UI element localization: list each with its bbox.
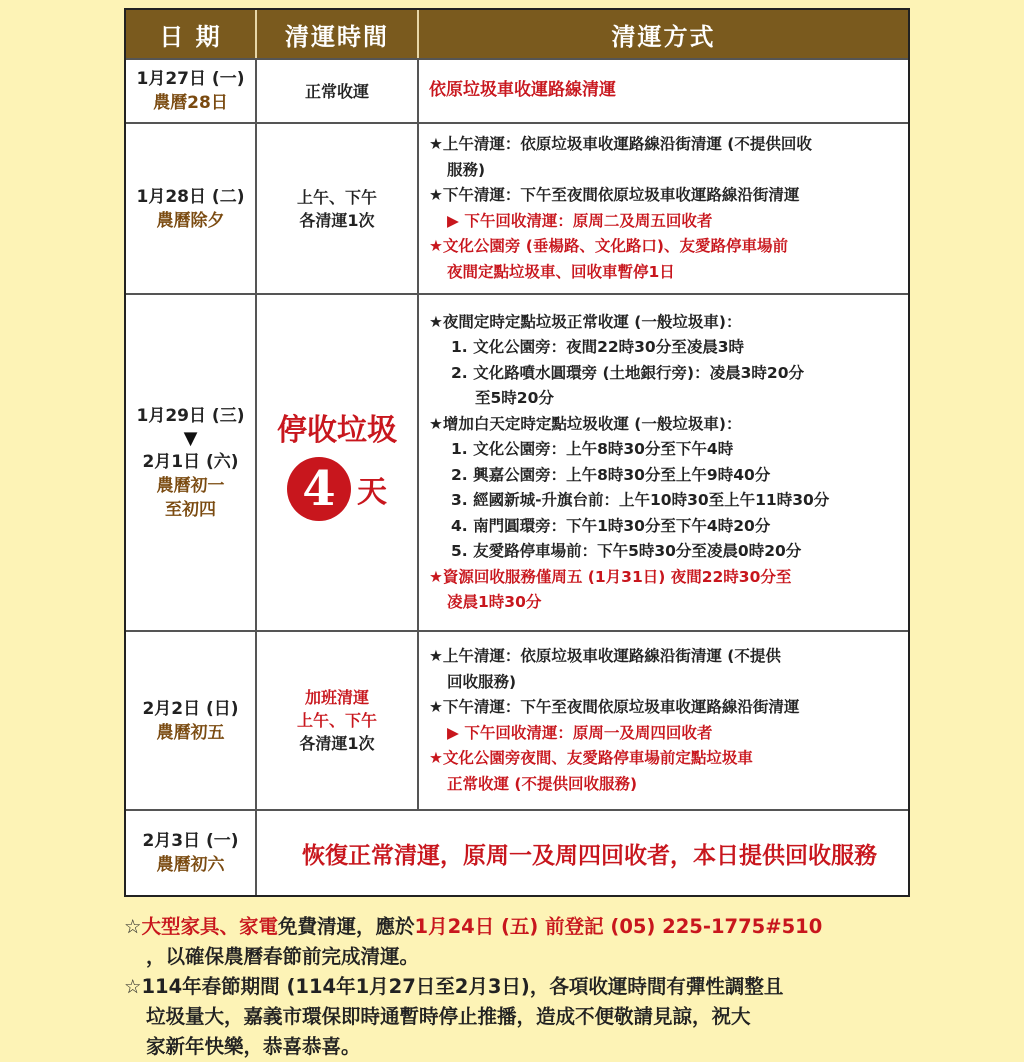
table-row xyxy=(126,811,908,895)
note-text: 垃圾量大，嘉義市環保即時通暫時停止推播，造成不便敬請見諒，祝大 xyxy=(146,1005,751,1028)
note-highlight: 大型家具、家電 xyxy=(141,915,278,938)
table-row xyxy=(126,632,908,811)
method-text: 依原垃圾車收運路線清運 xyxy=(429,80,616,101)
star-icon: ☆ xyxy=(124,915,142,938)
method-line: ★文化公園旁 (垂楊路、文化路口)、友愛路停車場前 xyxy=(429,237,788,255)
time-cell xyxy=(257,632,419,809)
date-cell xyxy=(126,295,257,630)
method-line: ★下午清運：下午至夜間依原垃圾車收運路線沿街清運 xyxy=(429,698,800,716)
table-header xyxy=(126,10,908,60)
method-line: 夜間定點垃圾車、回收車暫停1日 xyxy=(447,262,675,281)
note-2-cont xyxy=(124,1002,1004,1032)
note-text: 免費清運，應於 xyxy=(278,915,415,938)
method-line: ▶ 下午回收清運：原周一及周四回收者 xyxy=(447,723,713,742)
time-text: 正常收運 xyxy=(304,81,369,101)
lunar-date: 農曆28日 xyxy=(153,93,228,113)
note-1 xyxy=(124,912,1004,942)
days-number: 4 xyxy=(287,457,351,521)
method-line: 凌晨1時30分 xyxy=(447,593,542,611)
method-line: ★夜間定時定點垃圾正常收運 (一般垃圾車)： xyxy=(429,312,742,331)
method-line: 1. 文化公園旁：上午8時30分至下午4時 xyxy=(451,440,734,458)
header-method: 清運方式 xyxy=(611,22,716,51)
date: 2月3日 (一) xyxy=(142,831,239,851)
lunar-date: 農曆初一 xyxy=(156,475,225,496)
stop-collection-text: 停收垃圾 xyxy=(277,412,397,448)
date: 1月27日 (一) xyxy=(136,69,245,89)
date: 1月28日 (二) xyxy=(136,186,245,207)
note-2-cont xyxy=(124,1032,1004,1062)
table-row xyxy=(126,295,908,632)
note-text: ，以確保農曆春節前完成清運。 xyxy=(146,945,420,968)
four-days-badge xyxy=(287,457,387,521)
method-line: 正常收運 (不提供回收服務) xyxy=(447,774,638,793)
method-line: 至5時20分 xyxy=(475,389,554,407)
method-line: ▶ 下午回收清運：原周二及周五回收者 xyxy=(447,211,713,230)
method-line: 回收服務) xyxy=(447,672,517,691)
time-text: 加班清運 xyxy=(304,688,369,707)
days-label: 天 xyxy=(357,474,387,510)
note-1-cont xyxy=(124,942,1004,972)
time-cell xyxy=(257,124,419,293)
method-line: ★上午清運：依原垃圾車收運路線沿街清運 (不提供回收 xyxy=(429,135,812,153)
time-text: 上午、下午 xyxy=(296,711,377,730)
method-line: ★上午清運：依原垃圾車收運路線沿街清運 (不提供 xyxy=(429,647,781,665)
note-text: 家新年快樂，恭喜恭喜。 xyxy=(146,1035,361,1058)
method-line: ★資源回收服務僅周五 (1月31日) 夜間22時30分至 xyxy=(429,567,792,586)
date-cell xyxy=(126,632,257,809)
arrow-down-icon: ▼ xyxy=(183,427,198,449)
method-line: ★下午清運：下午至夜間依原垃圾車收運路線沿街清運 xyxy=(429,186,800,204)
time-cell xyxy=(257,60,419,122)
date: 2月2日 (日) xyxy=(142,698,239,719)
date-cell xyxy=(126,124,257,293)
method-line: 3. 經國新城-升旗台前：上午10時30至上午11時30分 xyxy=(451,491,830,509)
method-line: 2. 興嘉公園旁：上午8時30分至上午9時40分 xyxy=(451,465,771,484)
header-time: 清運時間 xyxy=(257,10,419,58)
table-row xyxy=(126,60,908,124)
time-text: 各清運1次 xyxy=(299,734,375,753)
lunar-date: 農曆初六 xyxy=(156,855,225,875)
note-2: ☆114年春節期間 (114年1月27日至2月3日)，各項收運時間有彈性調整且 xyxy=(124,975,784,998)
header-date: 日 期 xyxy=(126,10,257,58)
method-line: 5. 友愛路停車場前：下午5時30分至凌晨0時20分 xyxy=(451,542,802,560)
date: 1月29日 (三) xyxy=(136,405,245,426)
method-cell xyxy=(419,632,908,809)
table-row xyxy=(126,124,908,295)
note-highlight: 1月24日 (五) 前登記 (05) 225-1775#510 xyxy=(414,915,823,938)
method-cell xyxy=(419,60,908,122)
time-text: 各清運1次 xyxy=(299,210,375,230)
method-line: 2. 文化路噴水圓環旁 (土地銀行旁)：凌晨3時20分 xyxy=(451,363,804,382)
lunar-date: 至初四 xyxy=(165,499,216,520)
resume-text: 恢復正常清運，原周一及周四回收者，本日提供回收服務 xyxy=(302,842,877,869)
method-line: 1. 文化公園旁：夜間22時30分至凌晨3時 xyxy=(451,338,744,356)
time-cell xyxy=(257,295,419,630)
method-line: ★增加白天定時定點垃圾收運 (一般垃圾車)： xyxy=(429,414,742,433)
lunar-date: 農曆除夕 xyxy=(156,210,225,231)
schedule-table xyxy=(124,8,910,897)
method-line: ★文化公園旁夜間、友愛路停車場前定點垃圾車 xyxy=(429,749,753,767)
method-line: 4. 南門圓環旁：下午1時30分至下午4時20分 xyxy=(451,516,771,535)
date-cell xyxy=(126,60,257,122)
date: 2月1日 (六) xyxy=(142,451,239,472)
method-cell xyxy=(419,295,908,630)
time-text: 上午、下午 xyxy=(296,187,377,207)
method-line: 服務) xyxy=(447,160,486,179)
method-cell xyxy=(419,124,908,293)
date-cell xyxy=(126,811,257,895)
notes xyxy=(124,912,1004,1062)
lunar-date: 農曆初五 xyxy=(156,722,225,743)
